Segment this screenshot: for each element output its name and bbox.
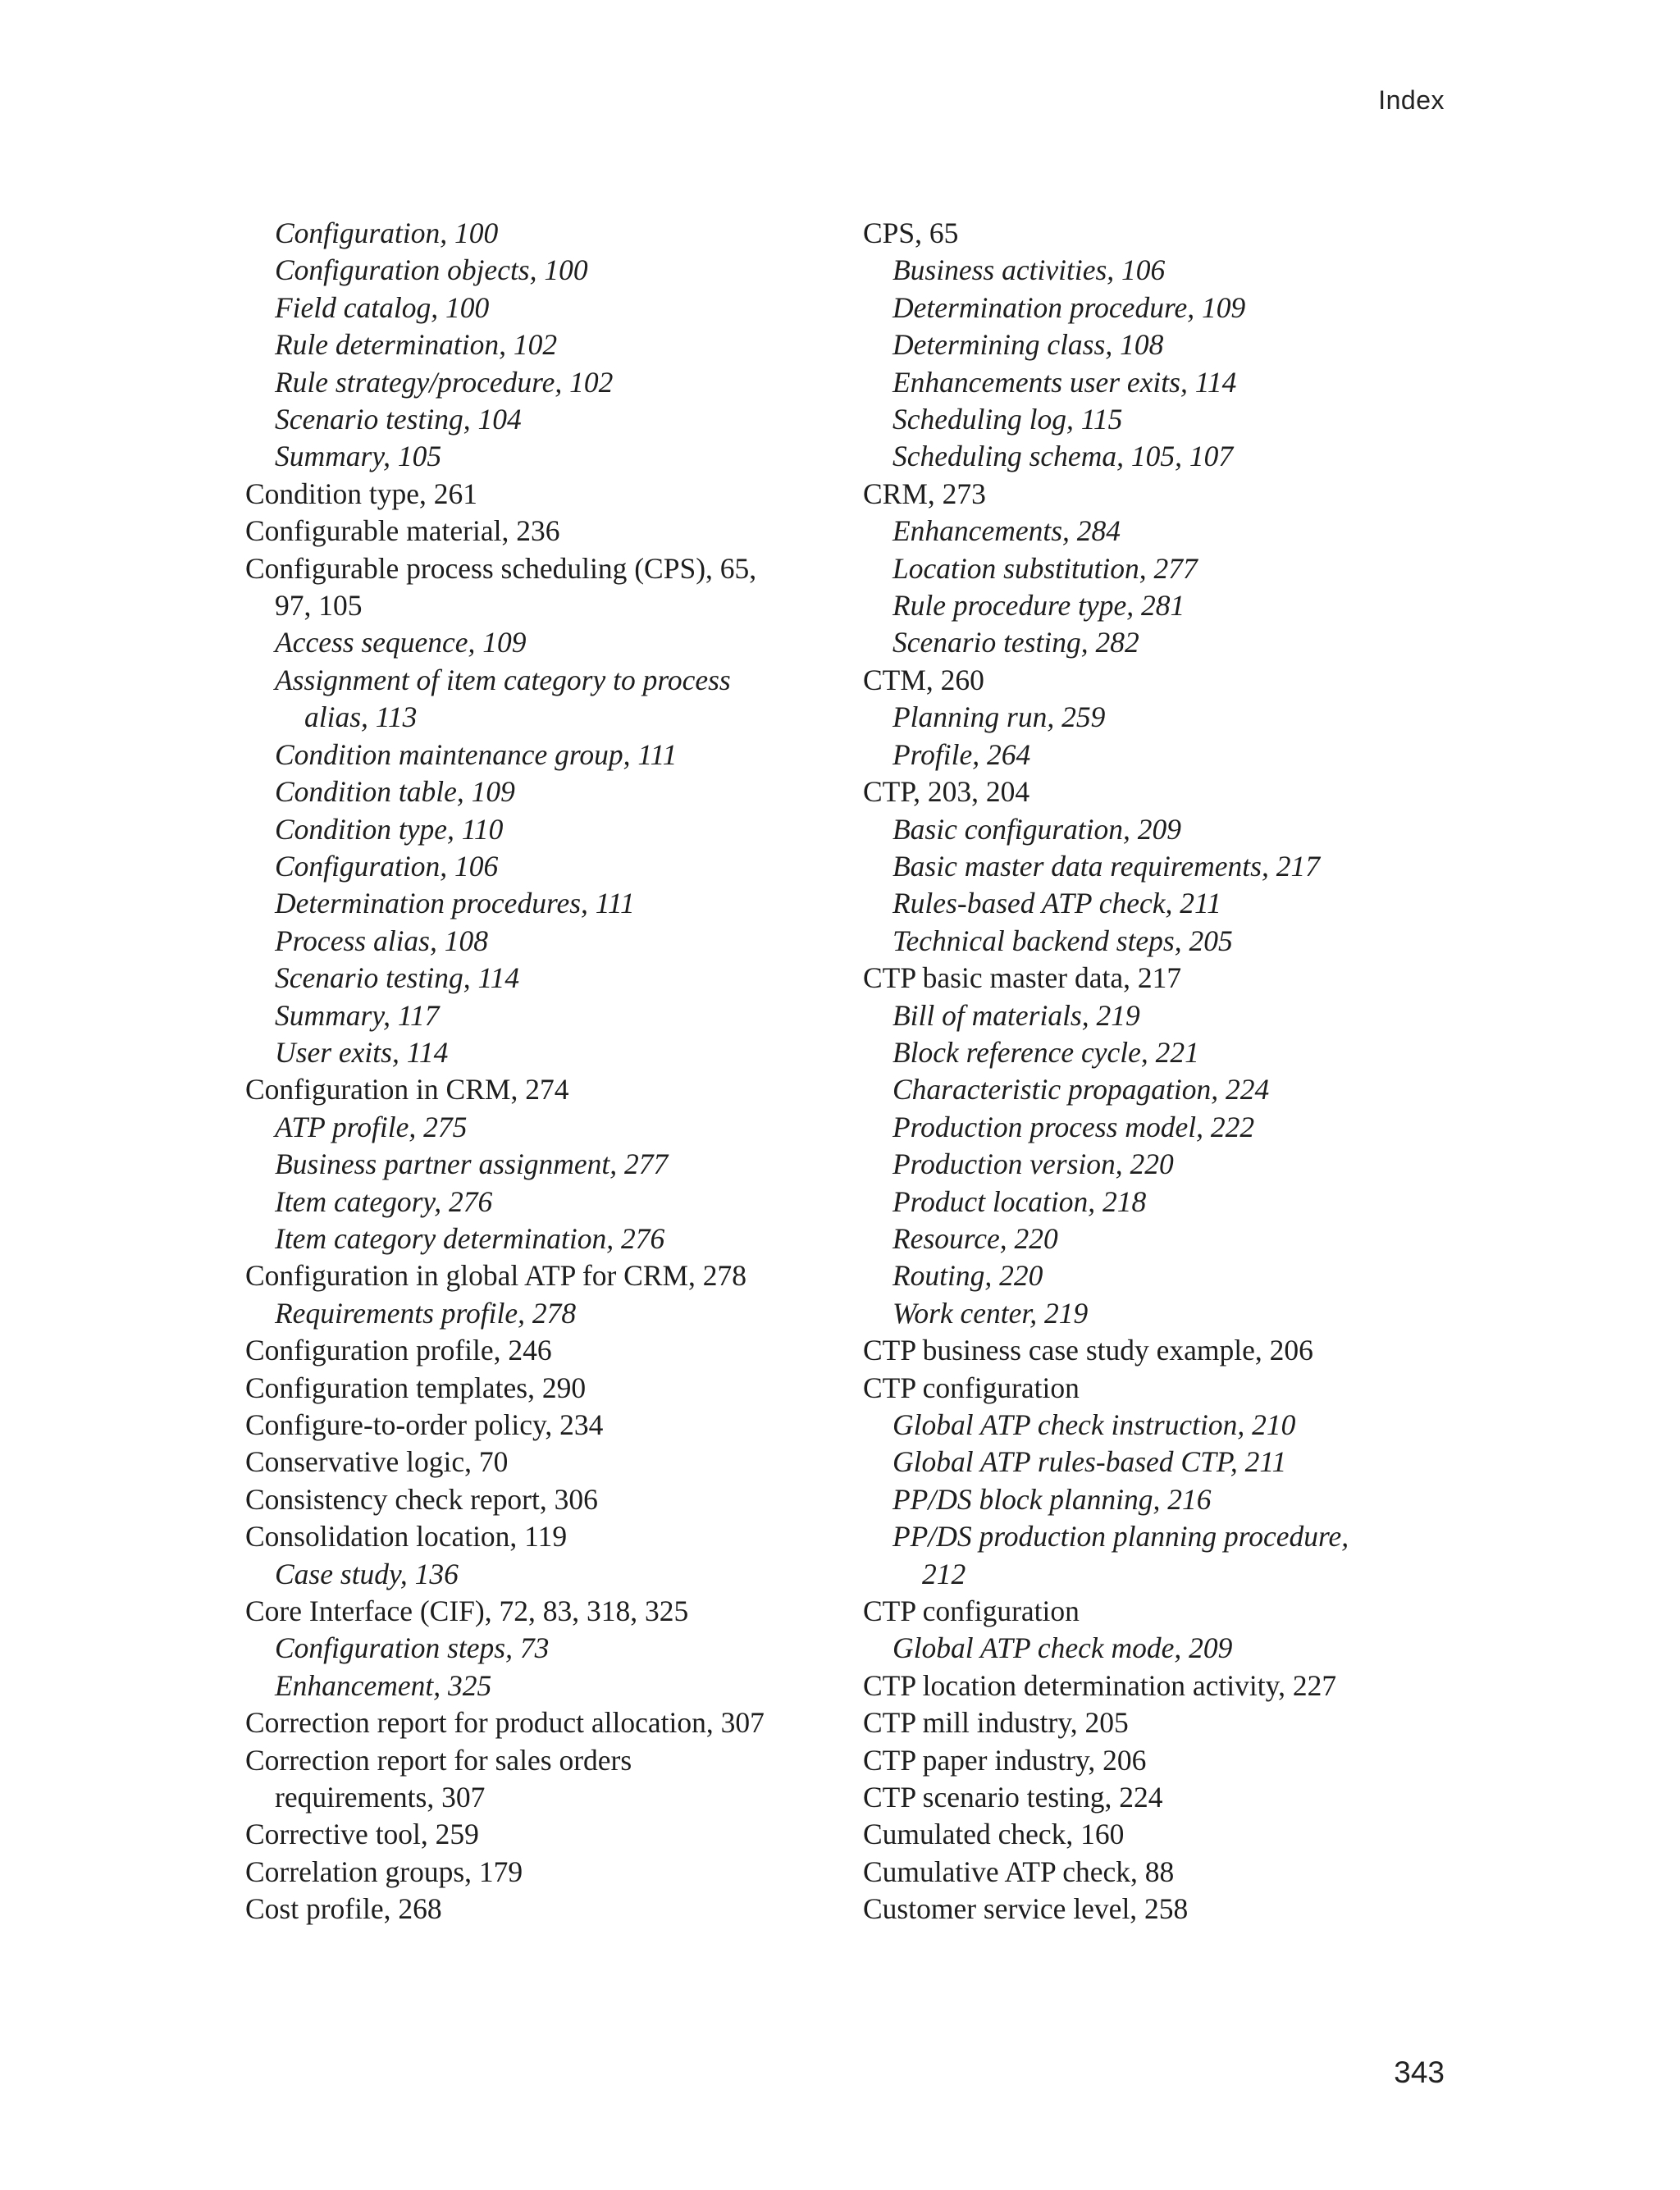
index-subentry: Enhancements, 284 [892,514,1121,548]
index-entry: Configuration in CRM, 274 [245,1073,569,1106]
index-entry: Conservative logic, 70 [245,1445,509,1479]
index-subentry: Item category, 276 [275,1184,493,1218]
index-subentry: PP/DS block planning, 216 [892,1482,1212,1516]
running-head: Index [1378,85,1445,115]
index-entry: CTM, 260 [863,663,984,696]
index-entry: CTP location determination activity, 227 [863,1668,1337,1702]
index-subentry: PP/DS production planning procedure, [892,1520,1349,1554]
index-subentry: Business activities, 106 [892,253,1166,287]
index-entry: Correction report for product allocation, 307 [245,1706,765,1740]
index-subentry: Technical backend steps, 205 [892,924,1233,957]
index-subentry: Resource, 220 [892,1221,1058,1255]
index-subentry: Rule determination, 102 [275,328,558,362]
index-subentry: alias, 113 [304,700,418,734]
index-column-left [245,215,819,1928]
index-subentry: Scenario testing, 104 [275,403,522,436]
index-entry: Configuration profile, 246 [245,1334,552,1367]
index-subentry: Condition type, 110 [275,812,504,846]
index-subentry: Determining class, 108 [892,328,1164,362]
index-subentry: Summary, 105 [275,440,442,473]
index-entry: Configuration in global ATP for CRM, 278 [245,1259,747,1293]
index-subentry: Configuration, 106 [275,849,499,883]
index-subentry: Configuration objects, 100 [275,253,588,287]
index-subentry: Item category determination, 276 [275,1221,665,1255]
index-subentry: Routing, 220 [892,1259,1043,1293]
index-subentry: Location substitution, 277 [892,551,1198,585]
index-subentry: Scenario testing, 282 [892,626,1139,659]
index-subentry: Scenario testing, 114 [275,961,520,995]
index-subentry: Enhancements user exits, 114 [892,365,1237,399]
index-subentry: Scheduling schema, 105, 107 [892,440,1234,473]
index-subentry: Global ATP check instruction, 210 [892,1408,1296,1441]
index-subentry: Determination procedure, 109 [892,290,1246,324]
index-entry: Consolidation location, 119 [245,1520,568,1554]
index-entry: CTP configuration [863,1371,1080,1404]
index-subentry: Configuration, 100 [275,217,499,249]
index-subentry: Global ATP check mode, 209 [892,1631,1233,1665]
index-subentry: Rules-based ATP check, 211 [892,887,1221,920]
index-entry: CTP scenario testing, 224 [863,1781,1163,1814]
index-subentry: Bill of materials, 219 [892,998,1140,1032]
index-entry: Consistency check report, 306 [245,1482,598,1516]
index-subentry: Field catalog, 100 [275,290,490,324]
index-subentry: Process alias, 108 [275,924,488,957]
index-entry: Cumulative ATP check, 88 [863,1855,1175,1888]
index-subentry: Work center, 219 [892,1296,1089,1330]
index-entry: Cumulated check, 160 [863,1818,1125,1851]
index-entry: Core Interface (CIF), 72, 83, 318, 325 [245,1595,689,1628]
index-subentry: Summary, 117 [275,998,440,1032]
index-subentry: Characteristic propagation, 224 [892,1073,1270,1106]
index-subentry: Case study, 136 [275,1557,459,1590]
index-entry: Configuration templates, 290 [245,1371,587,1404]
index-subentry: Planning run, 259 [892,700,1106,734]
index-entry: CTP basic master data, 217 [863,961,1182,995]
index-subentry: requirements, 307 [275,1781,486,1814]
index-subentry: Condition table, 109 [275,775,515,809]
index-entry: Cost profile, 268 [245,1892,442,1926]
index-entry: CTP business case study example, 206 [863,1334,1313,1367]
index-entry: CTP mill industry, 205 [863,1706,1129,1740]
index-entry: Customer service level, 258 [863,1892,1189,1926]
page-number: 343 [1394,2055,1445,2089]
index-subentry: Assignment of item category to process [275,663,731,696]
index-subentry: Block reference cycle, 221 [892,1035,1199,1069]
index-entry: CRM, 273 [863,477,986,510]
index-subentry: Product location, 218 [892,1184,1147,1218]
index-subentry: Production process model, 222 [892,1110,1255,1143]
index-entry: Correction report for sales orders [245,1743,632,1777]
index-subentry: Production version, 220 [892,1147,1174,1181]
index-subentry: Configuration steps, 73 [275,1631,550,1665]
index-subentry: Profile, 264 [892,737,1031,771]
index-entry: Corrective tool, 259 [245,1818,479,1851]
index-subentry: ATP profile, 275 [275,1110,468,1143]
index-entry: Correlation groups, 179 [245,1855,523,1888]
index-subentry: Business partner assignment, 277 [275,1147,669,1181]
index-entry: Condition type, 261 [245,477,478,510]
index-entry: CPS, 65 [863,217,959,249]
index-subentry: Basic master data requirements, 217 [892,849,1320,883]
index-subentry: 212 [922,1557,966,1590]
index-column-right [863,215,1437,1928]
index-entry: CTP configuration [863,1595,1080,1628]
index-subentry: Rule strategy/procedure, 102 [275,365,614,399]
index-subentry: Scheduling log, 115 [892,403,1123,436]
index-entry: Configure-to-order policy, 234 [245,1408,604,1441]
index-subentry: 97, 105 [275,589,363,623]
index-entry: CTP paper industry, 206 [863,1743,1147,1777]
index-subentry: Basic configuration, 209 [892,812,1182,846]
index-subentry: Requirements profile, 278 [275,1296,577,1330]
index-subentry: Global ATP rules-based CTP, 211 [892,1445,1287,1479]
index-entry: Configurable process scheduling (CPS), 65, [245,551,757,585]
index-subentry: Rule procedure type, 281 [892,589,1185,623]
index-subentry: Access sequence, 109 [275,626,527,659]
index-entry: CTP, 203, 204 [863,775,1030,809]
index-subentry: User exits, 114 [275,1035,449,1069]
index-subentry: Condition maintenance group, 111 [275,737,678,771]
index-entry: Configurable material, 236 [245,514,560,548]
index-subentry: Determination procedures, 111 [275,887,635,920]
index-subentry: Enhancement, 325 [275,1668,492,1702]
